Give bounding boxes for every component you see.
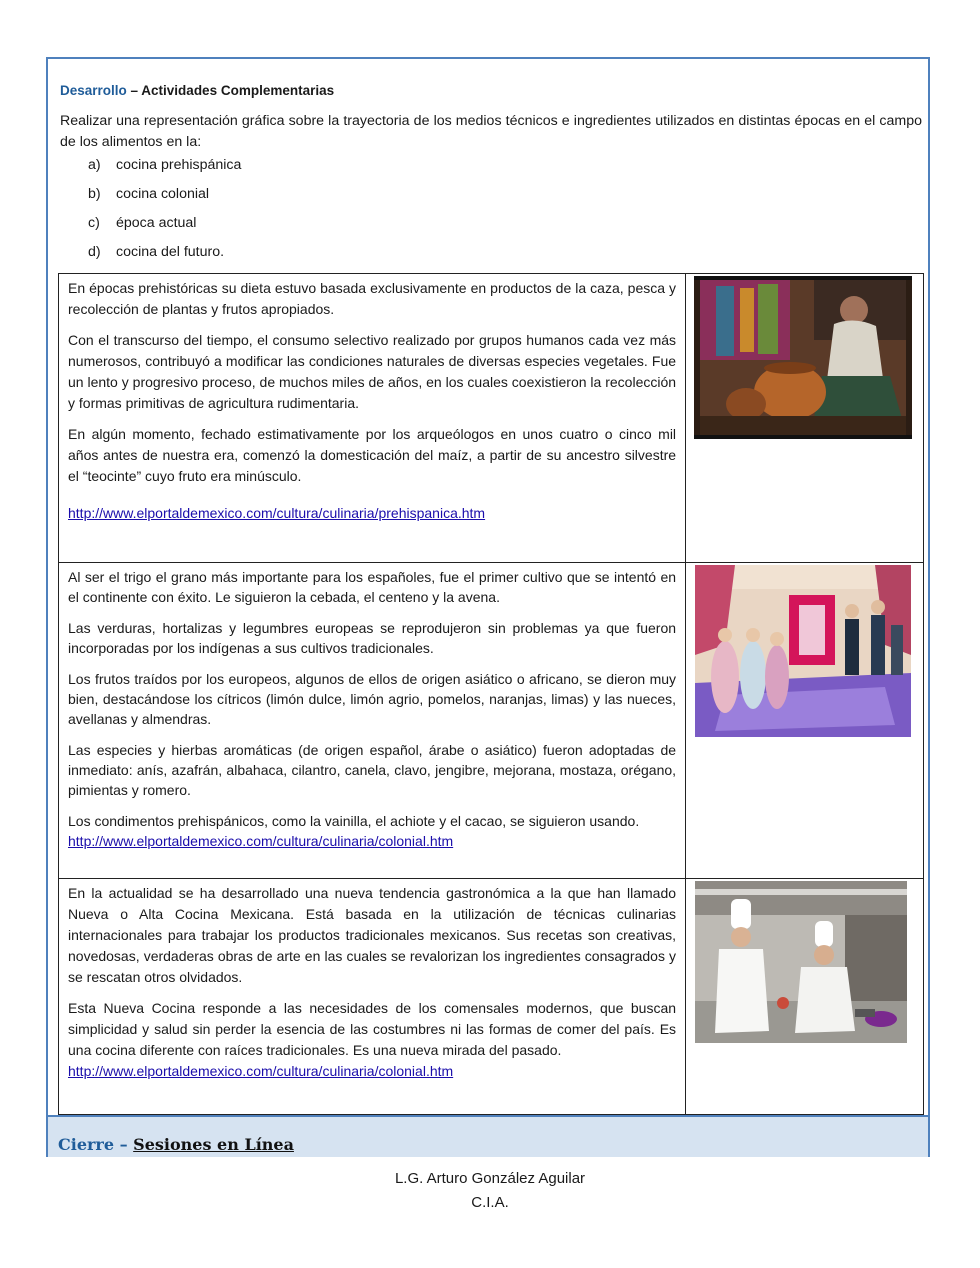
document-frame [46, 57, 930, 1157]
list-item [88, 155, 241, 184]
closing-label: Cierre [58, 1135, 115, 1154]
list-text: cocina prehispánica [116, 157, 242, 173]
list-marker: b) [88, 186, 101, 202]
colonial-scene-image [695, 565, 911, 737]
footer-author: L.G. Arturo González Aguilar [394, 1170, 586, 1187]
paragraph: Esta Nueva Cocina responde a las necesidades de los comensales modernos, que buscan simplicidad y salud sin perder la esencia de las costumbres ni las formas de comer del país. Es una cocina diferente con raíces tradicionales. Es una nueva mirada del pasado. [68, 1000, 677, 1058]
section-heading [60, 83, 334, 98]
list-text: época actual [116, 215, 197, 231]
section-title: Actividades Complementarias [141, 83, 335, 98]
list-text: cocina del futuro. [116, 244, 225, 260]
paragraph: Las verduras, hortalizas y legumbres europeas se reprodujeron sin problemas ya que fueron incorporadas por los indígenas a sus cultivos tradicionales. [68, 620, 677, 656]
prehispanic-cooking-image [694, 276, 912, 439]
source-link[interactable]: http://www.elportaldemexico.com/cultura/culinaria/prehispanica.htm [68, 505, 486, 521]
paragraph: En algún momento, fechado estimativamente por los arqueólogos en unos cuatro o cinco mil años antes de nuestra era, comenzó la domesticación del maíz, a partir de su ancestro silvestre el “teocinte” cuyo fruto era minúsculo. [68, 426, 677, 484]
closing-separator: – [114, 1135, 134, 1154]
paragraph: Las especies y hierbas aromáticas (de origen español, árabe o asiático) fueron adoptadas de inmediato: anís, azafrán, albahaca, cilantro, canela, clavo, jengibre, mejorana, mostaza, orégano, pimientas y romero. [68, 742, 677, 798]
list-marker: a) [88, 157, 101, 173]
footer-org: C.I.A. [471, 1194, 509, 1211]
paragraph: En la actualidad se ha desarrollado una nueva tendencia gastronómica a la que han llamado Nueva o Alta Cocina Mexicana. Está basada en la utilización de técnicas culinarias internacionales para trabajar los productos tradicionales mexicanos. Sus recetas son creativas, novedosas, verdaderas obras de arte en las cuales se revalorizan los ingredientes consagrados y se rescatan otros olvidados. [68, 885, 677, 985]
list-item [88, 213, 241, 242]
paragraph: Los condimentos prehispánicos, como la vainilla, el achiote y el cacao, se siguieron usando. [68, 813, 640, 829]
text-cell [59, 879, 686, 1115]
text-cell [59, 563, 686, 879]
table-row-colonial [59, 563, 924, 879]
section-separator: – [126, 83, 142, 98]
list-text: cocina colonial [116, 186, 210, 202]
content-table [58, 273, 924, 1115]
closing-title: Sesiones en Línea [133, 1135, 294, 1154]
paragraph: Al ser el trigo el grano más importante para los españoles, fue el primer cultivo que se intentó en el continente con éxito. Le siguieron la cebada, el centeno y la avena. [68, 569, 677, 605]
list-item [88, 242, 241, 271]
paragraph: Con el transcurso del tiempo, el consumo selectivo realizado por grupos humanos cada vez más numerosos, contribuyó a modificar las condiciones naturales de diversas especies vegetales. Fue un lento y progresivo proceso, de muchos miles de años, en los cuales coexistieron la recolección y formas primitivas de agricultura rudimentaria. [68, 332, 677, 411]
intro-paragraph: Realizar una representación gráfica sobre la trayectoria de los medios técnicos e ingredientes utilizados en distintas épocas en el campo de los alimentos en la: [60, 113, 922, 150]
paragraph: Los frutos traídos por los europeos, algunos de ellos de origen asiático o africano, se dieron muy bien, destacándose los cítricos (limón dulce, limón agrio, pomelos, naranjas, limas) y las nueces, avellanas y almendras. [68, 671, 677, 727]
table-row-modern [59, 879, 924, 1115]
image-cell [686, 879, 924, 1115]
list-item [88, 184, 241, 213]
section-label: Desarrollo [60, 83, 127, 98]
list-marker: c) [88, 215, 100, 231]
source-link[interactable]: http://www.elportaldemexico.com/cultura/culinaria/colonial.htm [68, 833, 454, 849]
modern-chefs-image [695, 881, 907, 1043]
closing-section [48, 1115, 928, 1157]
era-list [88, 155, 241, 271]
list-marker: d) [88, 244, 101, 260]
table-row-prehispanic [59, 274, 924, 563]
source-link[interactable]: http://www.elportaldemexico.com/cultura/culinaria/colonial.htm [68, 1063, 454, 1079]
text-cell [59, 274, 686, 563]
image-cell [686, 563, 924, 879]
paragraph: En épocas prehistóricas su dieta estuvo basada exclusivamente en productos de la caza, pesca y recolección de plantas y frutos apropiados. [68, 280, 677, 317]
image-cell [686, 274, 924, 563]
